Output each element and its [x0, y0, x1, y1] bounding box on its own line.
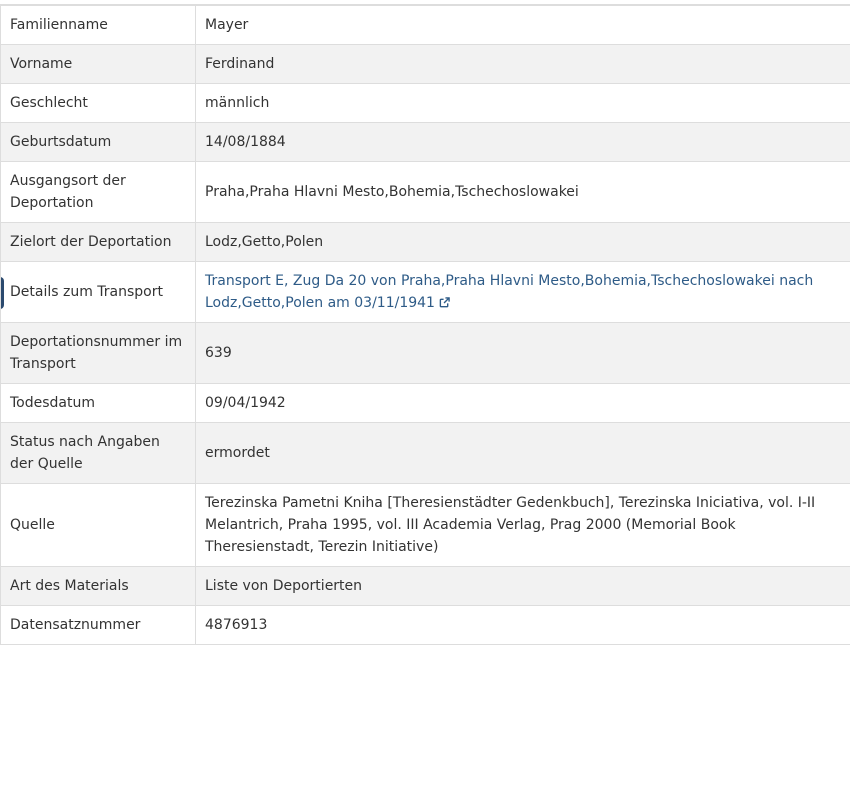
row-label-geburtsdatum: Geburtsdatum	[1, 123, 196, 162]
external-link-icon[interactable]	[439, 297, 450, 308]
row-value-geschlecht: männlich	[196, 84, 850, 123]
row-value-deportationsnummer: 639	[196, 323, 850, 384]
row-value-zielort: Lodz,Getto,Polen	[196, 223, 850, 262]
row-label-datensatznummer: Datensatznummer	[1, 606, 196, 645]
table-row	[1, 484, 850, 567]
row-value-quelle: Terezinska Pametni Kniha [Theresienstädter Gedenkbuch], Terezinska Iniciativa, vol. I-II Melantrich, Praha 1995, vol. III Academia Verlag, Prag 2000 (Memorial Book Theresienstadt, Terezin Initiative)	[196, 484, 850, 567]
table-row	[1, 606, 850, 645]
row-value-familienname: Mayer	[196, 5, 850, 45]
row-label-deportationsnummer: Deportationsnummer im Transport	[1, 323, 196, 384]
transport-details-link-text[interactable]: Transport E, Zug Da 20 von Praha,Praha Hlavni Mesto,Bohemia,Tschechoslowakei nach Lodz,Getto,Polen am 03/11/1941	[205, 273, 814, 311]
table-row	[1, 567, 850, 606]
row-label-familienname: Familienname	[1, 5, 196, 45]
table-row	[1, 384, 850, 423]
row-value-transport-details	[196, 262, 850, 323]
row-value-geburtsdatum: 14/08/1884	[196, 123, 850, 162]
row-label-transport-details: Details zum Transport	[1, 262, 196, 323]
row-value-art-des-materials: Liste von Deportierten	[196, 567, 850, 606]
transport-details-link[interactable]	[205, 273, 813, 311]
table-row	[1, 123, 850, 162]
row-label-art-des-materials: Art des Materials	[1, 567, 196, 606]
row-label-status: Status nach Angaben der Quelle	[1, 423, 196, 484]
table-row	[1, 423, 850, 484]
table-row	[1, 5, 850, 45]
row-label-zielort: Zielort der Deportation	[1, 223, 196, 262]
row-label-geschlecht: Geschlecht	[1, 84, 196, 123]
table-row	[1, 223, 850, 262]
table-row	[1, 162, 850, 223]
row-value-todesdatum: 09/04/1942	[196, 384, 850, 423]
row-label-quelle: Quelle	[1, 484, 196, 567]
row-label-vorname: Vorname	[1, 45, 196, 84]
table-row	[1, 262, 850, 323]
record-details-table	[0, 4, 850, 645]
row-value-ausgangsort: Praha,Praha Hlavni Mesto,Bohemia,Tschechoslowakei	[196, 162, 850, 223]
table-row	[1, 45, 850, 84]
row-value-vorname: Ferdinand	[196, 45, 850, 84]
table-row	[1, 84, 850, 123]
table-row	[1, 323, 850, 384]
row-value-status: ermordet	[196, 423, 850, 484]
row-label-ausgangsort: Ausgangsort der Deportation	[1, 162, 196, 223]
row-label-todesdatum: Todesdatum	[1, 384, 196, 423]
row-value-datensatznummer: 4876913	[196, 606, 850, 645]
